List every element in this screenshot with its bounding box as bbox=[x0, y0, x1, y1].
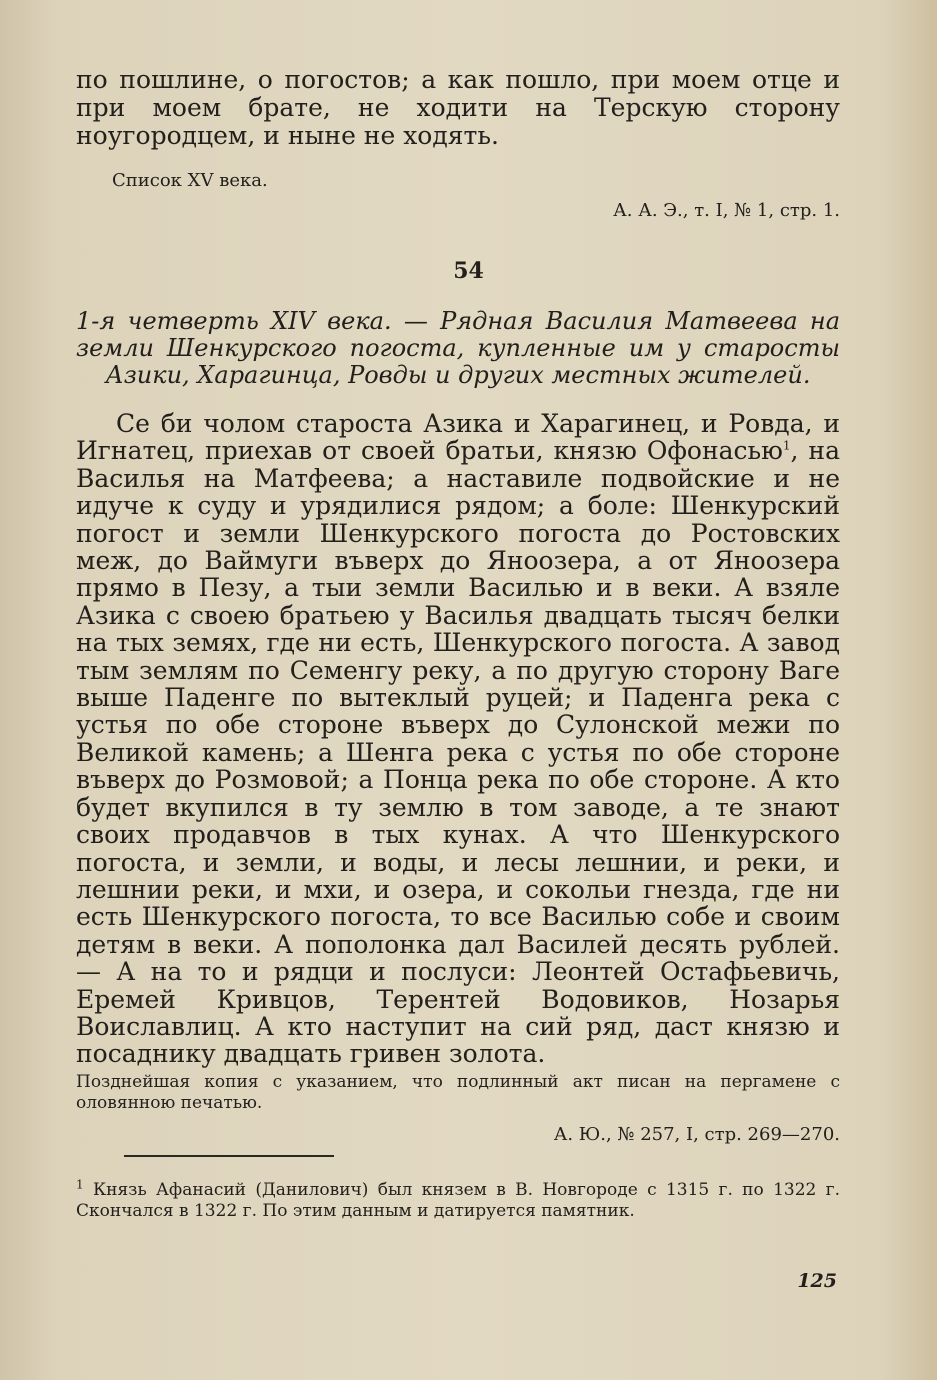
copy-note: Позднейшая копия с указанием, что подлинный акт писан на пергамене с оловянною печатью. bbox=[76, 1072, 840, 1113]
document-title: 1-я четверть XIV века. — Рядная Василия Матвеева на земли Шенкурского погоста, купленные им у старосты Азики, Харагинца, Ровды и других местных жителей. bbox=[76, 307, 840, 389]
document-body bbox=[76, 410, 840, 1068]
bibliographic-reference: А. А. Э., т. I, № 1, стр. 1. bbox=[613, 200, 840, 221]
footnote-reference: 1 bbox=[782, 439, 791, 454]
footnote-text: Князь Афанасий (Данилович) был князем в В. Новгороде с 1315 г. по 1322 г. Скончался в 1322 г. По этим данным и датируется памятник. bbox=[76, 1180, 840, 1221]
previous-document-ending bbox=[76, 66, 840, 150]
previous-text: по пошлине, о погостов; а как пошло, при моем отце и при моем брате, не ходити на Терскую сторону ноугородцем, и ныне не ходять. bbox=[76, 65, 840, 150]
document-text-start: Се би чолом староста Азика и Харагинец, и Ровда, и Игнатец, приехав от своей братьи, князю Офонасью bbox=[76, 409, 840, 466]
document-text-rest: , на Василья на Матфеева; а наставиле подвойские и не идуче к суду и урядилися рядом; а боле: Шенкурский погост и земли Шенкурского погоста до Ростовских меж, до Ваймуги въверх до Яноозера, а от Яноозера прямо в Пезу, а тыи земли Василью и в веки. А взяле Азика с своею братьею у Василья двадцать тысяч белки на тых земях, где ни есть, Шенкурского погоста. А завод тым землям по Семенгу реку, а по другую сторону Ваге выше Паденге по вытеклый руцей; и Паденга река с устья по обе стороне въверх до Сулонской межи по Великой камень; а Шенга река с устья по обе стороне въверх до Розмовой; а Понца река по обе стороне. А кто будет вкупился в ту землю в том заводе, а те знают своих продавчов в тых кунах. А что Шенкурского погоста, и земли, и воды, и лесы лешнии, и реки, и лешнии реки, и мхи, и озера, и сокольи гнезда, где ни есть Шенкурского погоста, то все Василью собе и своим детям в веки. А пополонка дал Василей десять рублей. — А на то и рядци и послуси: Леонтей Остафьевичь, Еремей Кривцов, Терентей Водовиков, Нозарья Воиславлиц. А кто наступит на сий ряд, даст князю и посаднику двадцать гривен золота. bbox=[76, 436, 840, 1069]
footnote-divider bbox=[124, 1155, 334, 1157]
source-note: Список XV века. bbox=[112, 170, 268, 191]
footnote bbox=[76, 1177, 840, 1222]
document-text bbox=[76, 410, 840, 1068]
document-number: 54 bbox=[453, 258, 484, 284]
footnote-marker: 1 bbox=[76, 1177, 84, 1192]
page-number: 125 bbox=[797, 1270, 837, 1292]
bibliographic-reference-2: А. Ю., № 257, I, стр. 269—270. bbox=[553, 1124, 840, 1145]
